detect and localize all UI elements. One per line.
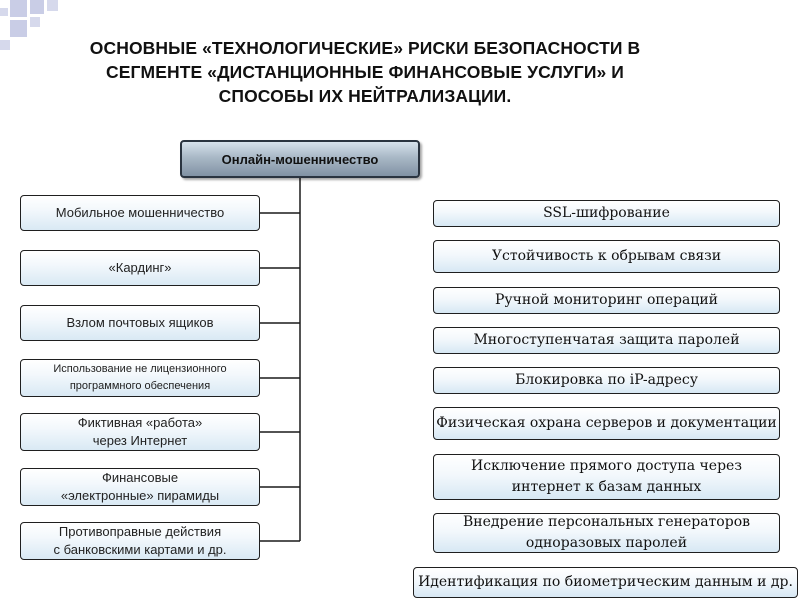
measure-box [433, 367, 780, 394]
risk-label: программного обеспечения [69, 380, 211, 392]
measure-label: Исключение прямого доступа через [471, 458, 742, 474]
risk-label: «Кардинг» [108, 260, 172, 275]
risk-label: Финансовые [101, 470, 179, 485]
measure-box [433, 240, 780, 273]
measure-box [433, 287, 780, 314]
root-node-online-fraud [180, 140, 420, 178]
title-line: СЕГМЕНТЕ «ДИСТАНЦИОННЫЕ ФИНАНСОВЫЕ УСЛУГИ» И [106, 62, 624, 82]
risk-label: с банковскими картами и др. [53, 542, 227, 557]
title-line: ОСНОВНЫЕ «ТЕХНОЛОГИЧЕСКИЕ» РИСКИ БЕЗОПАСНОСТИ В [89, 38, 641, 58]
risk-label: «электронные» пирамиды [60, 488, 220, 503]
risk-box [20, 305, 260, 341]
risk-label: Взлом почтовых ящиков [66, 315, 214, 330]
measure-box [433, 454, 780, 500]
measure-label: Ручной мониторинг операций [494, 292, 719, 308]
risk-label: Использование не лицензионного [53, 363, 227, 375]
measure-label: интернет к базам данных [511, 479, 702, 495]
measure-box [433, 327, 780, 354]
risk-box [20, 468, 260, 506]
measure-label: Блокировка по iP-адресу [515, 372, 698, 388]
measure-box [433, 407, 780, 440]
risk-box [20, 359, 260, 397]
risk-box [20, 195, 260, 231]
measure-label: одноразовых паролей [525, 535, 688, 551]
measure-box [433, 200, 780, 227]
measure-box [433, 513, 780, 553]
risk-label: Противоправные действия [58, 524, 222, 539]
risk-label: через Интернет [92, 433, 188, 448]
root-label: Онлайн-мошенничество [221, 151, 379, 167]
measure-label: Физическая охрана серверов и документации [436, 415, 777, 431]
measure-label: Внедрение персональных генераторов [462, 514, 751, 530]
measure-label: Многоступенчатая защита паролей [473, 332, 740, 348]
risk-label: Фиктивная «работа» [77, 415, 203, 430]
risk-box [20, 413, 260, 451]
risk-box [20, 522, 260, 560]
measure-box [413, 567, 798, 598]
measure-label: SSL-шифрование [543, 205, 670, 221]
measure-label: Устойчивость к обрывам связи [491, 248, 722, 264]
risk-box [20, 250, 260, 286]
measure-label: Идентификация по биометрическим данным и др. [418, 574, 793, 590]
title-line: СПОСОБЫ ИХ НЕЙТРАЛИЗАЦИИ. [218, 86, 512, 106]
risk-label: Мобильное мошенничество [55, 205, 225, 220]
